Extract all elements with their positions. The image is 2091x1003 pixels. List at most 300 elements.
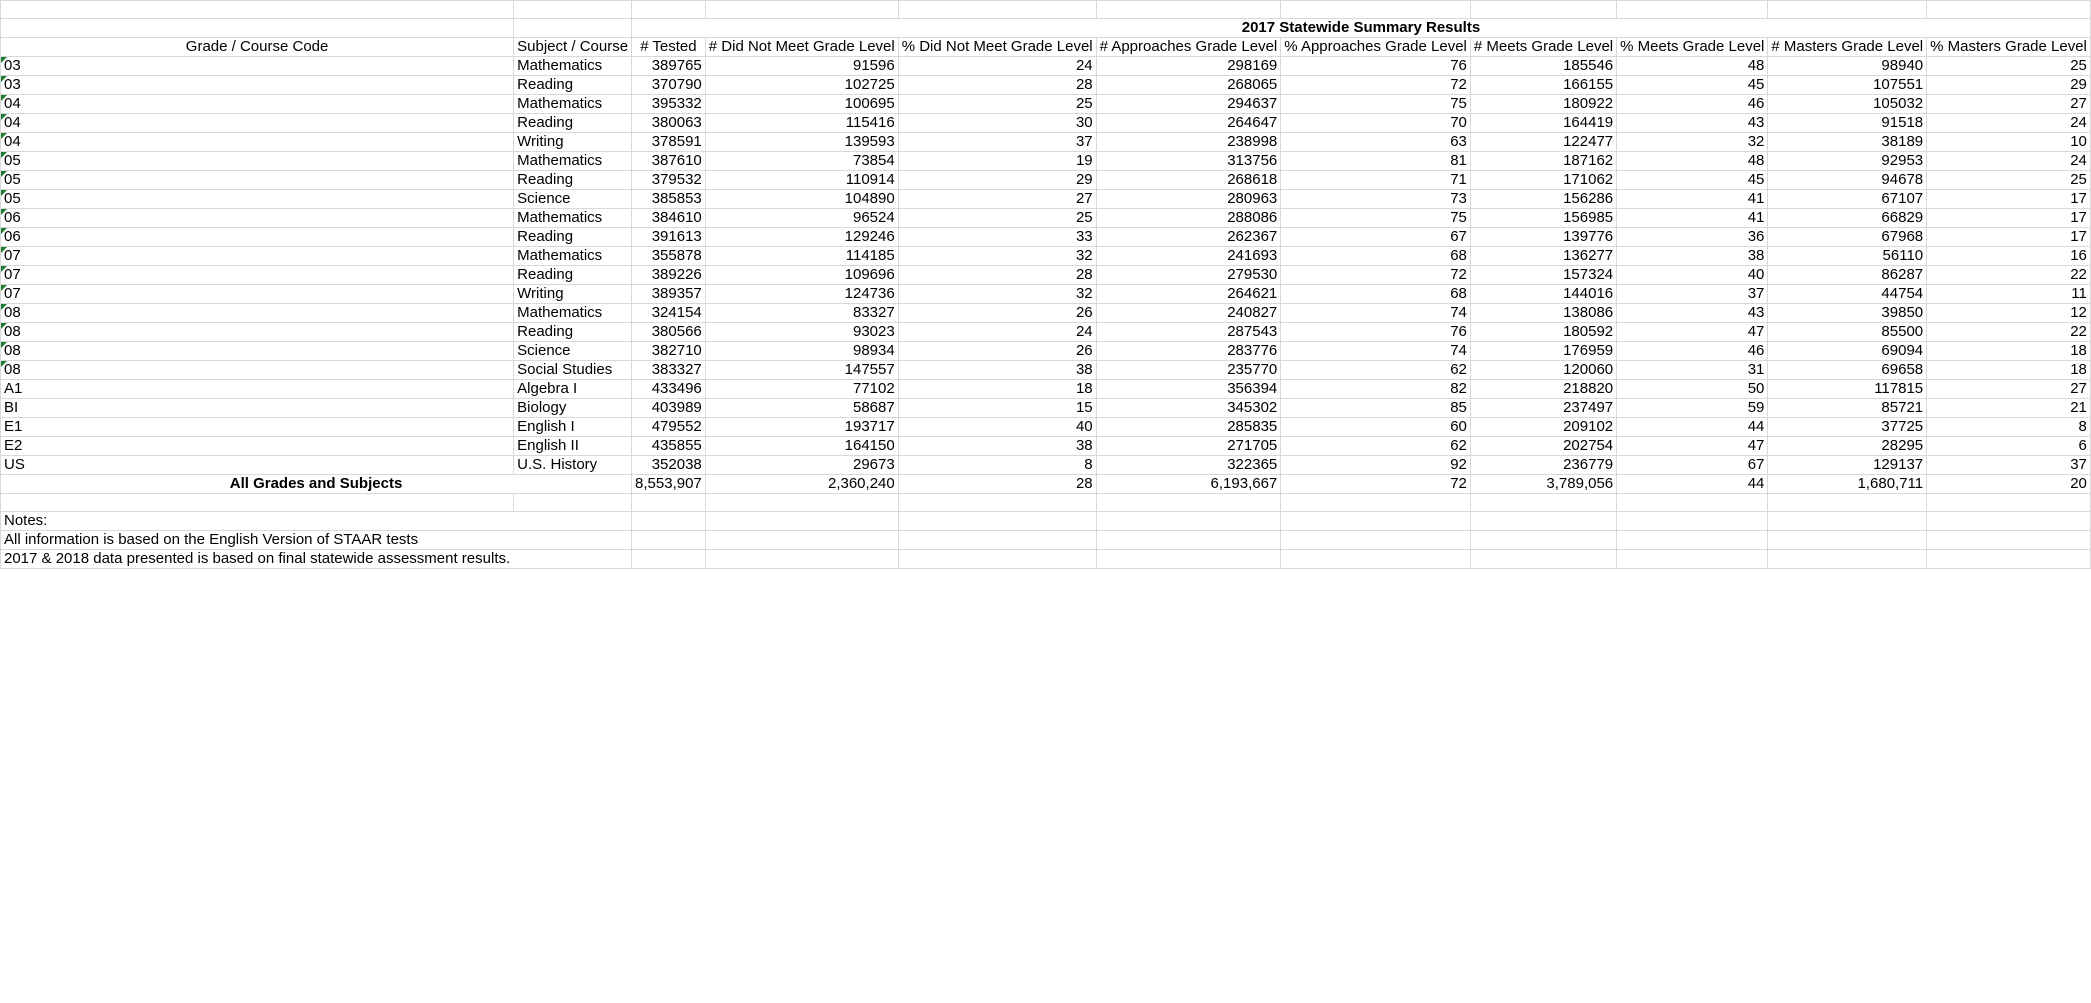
value-cell[interactable]: 82 <box>1281 380 1471 399</box>
grade-code-cell[interactable]: 03 <box>1 76 514 95</box>
cell[interactable] <box>1470 512 1616 531</box>
value-cell[interactable]: 202754 <box>1470 437 1616 456</box>
subject-cell[interactable]: Biology <box>514 399 632 418</box>
cell[interactable] <box>1096 550 1281 569</box>
header-grade-code[interactable]: Grade / Course Code <box>1 38 514 57</box>
value-cell[interactable]: 40 <box>898 418 1096 437</box>
cell[interactable] <box>1768 512 1927 531</box>
value-cell[interactable]: 380566 <box>632 323 706 342</box>
total-value-cell[interactable]: 20 <box>1927 475 2091 494</box>
value-cell[interactable]: 185546 <box>1470 57 1616 76</box>
value-cell[interactable]: 378591 <box>632 133 706 152</box>
value-cell[interactable]: 76 <box>1281 323 1471 342</box>
cell[interactable] <box>705 531 898 550</box>
value-cell[interactable]: 193717 <box>705 418 898 437</box>
value-cell[interactable]: 164150 <box>705 437 898 456</box>
value-cell[interactable]: 31 <box>1617 361 1768 380</box>
table-title[interactable]: 2017 Statewide Summary Results <box>632 19 2091 38</box>
value-cell[interactable]: 18 <box>898 380 1096 399</box>
value-cell[interactable]: 72 <box>1281 76 1471 95</box>
subject-cell[interactable]: Reading <box>514 114 632 133</box>
value-cell[interactable]: 44754 <box>1768 285 1927 304</box>
value-cell[interactable]: 22 <box>1927 266 2091 285</box>
value-cell[interactable]: 280963 <box>1096 190 1281 209</box>
value-cell[interactable]: 29 <box>1927 76 2091 95</box>
subject-cell[interactable]: Reading <box>514 76 632 95</box>
subject-cell[interactable]: Reading <box>514 266 632 285</box>
grade-code-cell[interactable]: 06 <box>1 209 514 228</box>
value-cell[interactable]: 32 <box>898 247 1096 266</box>
total-value-cell[interactable]: 6,193,667 <box>1096 475 1281 494</box>
value-cell[interactable]: 37725 <box>1768 418 1927 437</box>
cell[interactable] <box>1096 531 1281 550</box>
value-cell[interactable]: 379532 <box>632 171 706 190</box>
cell[interactable] <box>1617 550 1768 569</box>
value-cell[interactable]: 38 <box>898 437 1096 456</box>
value-cell[interactable]: 370790 <box>632 76 706 95</box>
value-cell[interactable]: 83327 <box>705 304 898 323</box>
value-cell[interactable]: 29 <box>898 171 1096 190</box>
value-cell[interactable]: 28 <box>898 76 1096 95</box>
value-cell[interactable]: 28 <box>898 266 1096 285</box>
value-cell[interactable]: 283776 <box>1096 342 1281 361</box>
value-cell[interactable]: 72 <box>1281 266 1471 285</box>
cell[interactable] <box>632 494 706 512</box>
value-cell[interactable]: 63 <box>1281 133 1471 152</box>
value-cell[interactable]: 262367 <box>1096 228 1281 247</box>
value-cell[interactable]: 240827 <box>1096 304 1281 323</box>
cell[interactable] <box>1 494 514 512</box>
total-value-cell[interactable]: 72 <box>1281 475 1471 494</box>
cell[interactable] <box>898 531 1096 550</box>
value-cell[interactable]: 85 <box>1281 399 1471 418</box>
value-cell[interactable]: 268618 <box>1096 171 1281 190</box>
value-cell[interactable]: 129246 <box>705 228 898 247</box>
value-cell[interactable]: 67 <box>1617 456 1768 475</box>
value-cell[interactable]: 139593 <box>705 133 898 152</box>
value-cell[interactable]: 209102 <box>1470 418 1616 437</box>
value-cell[interactable]: 144016 <box>1470 285 1616 304</box>
grade-code-cell[interactable]: 05 <box>1 171 514 190</box>
value-cell[interactable]: 383327 <box>632 361 706 380</box>
value-cell[interactable]: 166155 <box>1470 76 1616 95</box>
value-cell[interactable]: 391613 <box>632 228 706 247</box>
cell[interactable] <box>632 512 706 531</box>
value-cell[interactable]: 345302 <box>1096 399 1281 418</box>
subject-cell[interactable]: Mathematics <box>514 209 632 228</box>
grade-code-cell[interactable]: 05 <box>1 152 514 171</box>
value-cell[interactable]: 382710 <box>632 342 706 361</box>
value-cell[interactable]: 77102 <box>705 380 898 399</box>
value-cell[interactable]: 47 <box>1617 437 1768 456</box>
header-approaches-pct[interactable]: % Approaches Grade Level <box>1281 38 1471 57</box>
grade-code-cell[interactable]: 03 <box>1 57 514 76</box>
value-cell[interactable]: 139776 <box>1470 228 1616 247</box>
value-cell[interactable]: 110914 <box>705 171 898 190</box>
subject-cell[interactable]: Writing <box>514 133 632 152</box>
cell[interactable] <box>898 494 1096 512</box>
cell[interactable] <box>1281 550 1471 569</box>
value-cell[interactable]: 104890 <box>705 190 898 209</box>
value-cell[interactable]: 433496 <box>632 380 706 399</box>
value-cell[interactable]: 385853 <box>632 190 706 209</box>
cell[interactable] <box>705 512 898 531</box>
value-cell[interactable]: 50 <box>1617 380 1768 399</box>
value-cell[interactable]: 147557 <box>705 361 898 380</box>
header-meets-pct[interactable]: % Meets Grade Level <box>1617 38 1768 57</box>
value-cell[interactable]: 40 <box>1617 266 1768 285</box>
cell[interactable] <box>1617 494 1768 512</box>
value-cell[interactable]: 17 <box>1927 190 2091 209</box>
value-cell[interactable]: 69658 <box>1768 361 1927 380</box>
value-cell[interactable]: 389765 <box>632 57 706 76</box>
cell[interactable] <box>1470 494 1616 512</box>
value-cell[interactable]: 122477 <box>1470 133 1616 152</box>
value-cell[interactable]: 279530 <box>1096 266 1281 285</box>
value-cell[interactable]: 15 <box>898 399 1096 418</box>
cell[interactable] <box>632 1 706 19</box>
grade-code-cell[interactable]: US <box>1 456 514 475</box>
value-cell[interactable]: 109696 <box>705 266 898 285</box>
value-cell[interactable]: 18 <box>1927 361 2091 380</box>
value-cell[interactable]: 96524 <box>705 209 898 228</box>
cell[interactable] <box>1281 494 1471 512</box>
value-cell[interactable]: 129137 <box>1768 456 1927 475</box>
value-cell[interactable]: 479552 <box>632 418 706 437</box>
value-cell[interactable]: 271705 <box>1096 437 1281 456</box>
value-cell[interactable]: 157324 <box>1470 266 1616 285</box>
value-cell[interactable]: 98934 <box>705 342 898 361</box>
cell[interactable] <box>705 550 898 569</box>
value-cell[interactable]: 8 <box>1927 418 2091 437</box>
cell[interactable] <box>1768 531 1927 550</box>
subject-cell[interactable]: Social Studies <box>514 361 632 380</box>
value-cell[interactable]: 71 <box>1281 171 1471 190</box>
value-cell[interactable]: 91518 <box>1768 114 1927 133</box>
value-cell[interactable]: 120060 <box>1470 361 1616 380</box>
value-cell[interactable]: 156286 <box>1470 190 1616 209</box>
grade-code-cell[interactable]: E2 <box>1 437 514 456</box>
cell[interactable] <box>1617 1 1768 19</box>
value-cell[interactable]: 17 <box>1927 209 2091 228</box>
value-cell[interactable]: 68 <box>1281 247 1471 266</box>
value-cell[interactable]: 46 <box>1617 342 1768 361</box>
subject-cell[interactable]: Reading <box>514 323 632 342</box>
value-cell[interactable]: 176959 <box>1470 342 1616 361</box>
value-cell[interactable]: 58687 <box>705 399 898 418</box>
subject-cell[interactable]: Mathematics <box>514 304 632 323</box>
value-cell[interactable]: 68 <box>1281 285 1471 304</box>
cell[interactable] <box>1470 550 1616 569</box>
value-cell[interactable]: 27 <box>898 190 1096 209</box>
value-cell[interactable]: 236779 <box>1470 456 1616 475</box>
value-cell[interactable]: 93023 <box>705 323 898 342</box>
value-cell[interactable]: 48 <box>1617 152 1768 171</box>
value-cell[interactable]: 25 <box>1927 57 2091 76</box>
value-cell[interactable]: 75 <box>1281 95 1471 114</box>
value-cell[interactable]: 62 <box>1281 437 1471 456</box>
value-cell[interactable]: 19 <box>898 152 1096 171</box>
value-cell[interactable]: 124736 <box>705 285 898 304</box>
value-cell[interactable]: 288086 <box>1096 209 1281 228</box>
cell[interactable] <box>1 19 514 38</box>
value-cell[interactable]: 92 <box>1281 456 1471 475</box>
value-cell[interactable]: 92953 <box>1768 152 1927 171</box>
value-cell[interactable]: 73 <box>1281 190 1471 209</box>
value-cell[interactable]: 66829 <box>1768 209 1927 228</box>
subject-cell[interactable]: Mathematics <box>514 95 632 114</box>
cell[interactable] <box>898 550 1096 569</box>
grade-code-cell[interactable]: E1 <box>1 418 514 437</box>
cell[interactable] <box>1470 1 1616 19</box>
subject-cell[interactable]: Mathematics <box>514 57 632 76</box>
grade-code-cell[interactable]: 08 <box>1 304 514 323</box>
value-cell[interactable]: 62 <box>1281 361 1471 380</box>
subject-cell[interactable]: English II <box>514 437 632 456</box>
value-cell[interactable]: 45 <box>1617 76 1768 95</box>
value-cell[interactable]: 136277 <box>1470 247 1616 266</box>
value-cell[interactable]: 238998 <box>1096 133 1281 152</box>
grade-code-cell[interactable]: 04 <box>1 95 514 114</box>
value-cell[interactable]: 38 <box>1617 247 1768 266</box>
value-cell[interactable]: 218820 <box>1470 380 1616 399</box>
subject-cell[interactable]: Writing <box>514 285 632 304</box>
cell[interactable] <box>1617 512 1768 531</box>
grade-code-cell[interactable]: 08 <box>1 323 514 342</box>
cell[interactable] <box>1281 1 1471 19</box>
value-cell[interactable]: 268065 <box>1096 76 1281 95</box>
grade-code-cell[interactable]: 07 <box>1 247 514 266</box>
value-cell[interactable]: 12 <box>1927 304 2091 323</box>
value-cell[interactable]: 313756 <box>1096 152 1281 171</box>
value-cell[interactable]: 352038 <box>632 456 706 475</box>
value-cell[interactable]: 138086 <box>1470 304 1616 323</box>
value-cell[interactable]: 387610 <box>632 152 706 171</box>
value-cell[interactable]: 26 <box>898 304 1096 323</box>
cell[interactable] <box>1470 531 1616 550</box>
total-value-cell[interactable]: 28 <box>898 475 1096 494</box>
cell[interactable] <box>1927 512 2091 531</box>
value-cell[interactable]: 26 <box>898 342 1096 361</box>
grade-code-cell[interactable]: 05 <box>1 190 514 209</box>
cell[interactable] <box>1096 1 1281 19</box>
value-cell[interactable]: 24 <box>1927 114 2091 133</box>
value-cell[interactable]: 294637 <box>1096 95 1281 114</box>
value-cell[interactable]: 28295 <box>1768 437 1927 456</box>
value-cell[interactable]: 56110 <box>1768 247 1927 266</box>
value-cell[interactable]: 74 <box>1281 342 1471 361</box>
value-cell[interactable]: 180922 <box>1470 95 1616 114</box>
value-cell[interactable]: 37 <box>1617 285 1768 304</box>
value-cell[interactable]: 98940 <box>1768 57 1927 76</box>
value-cell[interactable]: 37 <box>1927 456 2091 475</box>
value-cell[interactable]: 10 <box>1927 133 2091 152</box>
cell[interactable] <box>632 531 706 550</box>
total-value-cell[interactable]: 8,553,907 <box>632 475 706 494</box>
cell[interactable] <box>1617 531 1768 550</box>
cell[interactable] <box>514 512 632 531</box>
header-masters-count[interactable]: # Masters Grade Level <box>1768 38 1927 57</box>
value-cell[interactable]: 384610 <box>632 209 706 228</box>
value-cell[interactable]: 24 <box>898 323 1096 342</box>
value-cell[interactable]: 41 <box>1617 190 1768 209</box>
value-cell[interactable]: 285835 <box>1096 418 1281 437</box>
value-cell[interactable]: 16 <box>1927 247 2091 266</box>
subject-cell[interactable]: Mathematics <box>514 152 632 171</box>
value-cell[interactable]: 73854 <box>705 152 898 171</box>
value-cell[interactable]: 44 <box>1617 418 1768 437</box>
value-cell[interactable]: 287543 <box>1096 323 1281 342</box>
value-cell[interactable]: 70 <box>1281 114 1471 133</box>
value-cell[interactable]: 48 <box>1617 57 1768 76</box>
value-cell[interactable]: 18 <box>1927 342 2091 361</box>
value-cell[interactable]: 322365 <box>1096 456 1281 475</box>
cell[interactable] <box>898 512 1096 531</box>
value-cell[interactable]: 74 <box>1281 304 1471 323</box>
header-did-not-meet-pct[interactable]: % Did Not Meet Grade Level <box>898 38 1096 57</box>
value-cell[interactable]: 298169 <box>1096 57 1281 76</box>
subject-cell[interactable]: U.S. History <box>514 456 632 475</box>
value-cell[interactable]: 389357 <box>632 285 706 304</box>
cell[interactable] <box>705 494 898 512</box>
value-cell[interactable]: 395332 <box>632 95 706 114</box>
value-cell[interactable]: 187162 <box>1470 152 1616 171</box>
cell[interactable] <box>1096 494 1281 512</box>
value-cell[interactable]: 76 <box>1281 57 1471 76</box>
value-cell[interactable]: 114185 <box>705 247 898 266</box>
cell[interactable] <box>898 1 1096 19</box>
note-text[interactable]: 2017 & 2018 data presented is based on final statewide assessment results. <box>1 550 514 569</box>
subject-cell[interactable]: English I <box>514 418 632 437</box>
cell[interactable] <box>1927 494 2091 512</box>
value-cell[interactable]: 105032 <box>1768 95 1927 114</box>
value-cell[interactable]: 164419 <box>1470 114 1616 133</box>
cell[interactable] <box>1281 531 1471 550</box>
value-cell[interactable]: 32 <box>1617 133 1768 152</box>
value-cell[interactable]: 67107 <box>1768 190 1927 209</box>
value-cell[interactable]: 102725 <box>705 76 898 95</box>
value-cell[interactable]: 241693 <box>1096 247 1281 266</box>
grade-code-cell[interactable]: BI <box>1 399 514 418</box>
header-tested[interactable]: # Tested <box>632 38 706 57</box>
value-cell[interactable]: 43 <box>1617 304 1768 323</box>
value-cell[interactable]: 25 <box>898 209 1096 228</box>
header-masters-pct[interactable]: % Masters Grade Level <box>1927 38 2091 57</box>
value-cell[interactable]: 264621 <box>1096 285 1281 304</box>
value-cell[interactable]: 36 <box>1617 228 1768 247</box>
value-cell[interactable]: 171062 <box>1470 171 1616 190</box>
total-value-cell[interactable]: 44 <box>1617 475 1768 494</box>
value-cell[interactable]: 235770 <box>1096 361 1281 380</box>
value-cell[interactable]: 21 <box>1927 399 2091 418</box>
value-cell[interactable]: 47 <box>1617 323 1768 342</box>
value-cell[interactable]: 356394 <box>1096 380 1281 399</box>
header-meets-count[interactable]: # Meets Grade Level <box>1470 38 1616 57</box>
value-cell[interactable]: 380063 <box>632 114 706 133</box>
value-cell[interactable]: 22 <box>1927 323 2091 342</box>
value-cell[interactable]: 59 <box>1617 399 1768 418</box>
value-cell[interactable]: 85721 <box>1768 399 1927 418</box>
cell[interactable] <box>1096 512 1281 531</box>
value-cell[interactable]: 25 <box>1927 171 2091 190</box>
value-cell[interactable]: 45 <box>1617 171 1768 190</box>
value-cell[interactable]: 81 <box>1281 152 1471 171</box>
value-cell[interactable]: 180592 <box>1470 323 1616 342</box>
subject-cell[interactable]: Reading <box>514 228 632 247</box>
value-cell[interactable]: 32 <box>898 285 1096 304</box>
total-value-cell[interactable]: 2,360,240 <box>705 475 898 494</box>
note-text[interactable]: All information is based on the English Version of STAAR tests <box>1 531 514 550</box>
grade-code-cell[interactable]: 06 <box>1 228 514 247</box>
header-subject[interactable]: Subject / Course <box>514 38 632 57</box>
value-cell[interactable]: 8 <box>898 456 1096 475</box>
cell[interactable] <box>514 19 632 38</box>
value-cell[interactable]: 237497 <box>1470 399 1616 418</box>
subject-cell[interactable]: Mathematics <box>514 247 632 266</box>
cell[interactable] <box>1768 494 1927 512</box>
value-cell[interactable]: 46 <box>1617 95 1768 114</box>
value-cell[interactable]: 389226 <box>632 266 706 285</box>
cell[interactable] <box>514 494 632 512</box>
value-cell[interactable]: 435855 <box>632 437 706 456</box>
cell[interactable] <box>514 531 632 550</box>
value-cell[interactable]: 30 <box>898 114 1096 133</box>
cell[interactable] <box>514 1 632 19</box>
value-cell[interactable]: 11 <box>1927 285 2091 304</box>
cell[interactable] <box>1768 1 1927 19</box>
cell[interactable] <box>1927 1 2091 19</box>
value-cell[interactable]: 6 <box>1927 437 2091 456</box>
cell[interactable] <box>514 550 632 569</box>
value-cell[interactable]: 24 <box>898 57 1096 76</box>
value-cell[interactable]: 85500 <box>1768 323 1927 342</box>
grade-code-cell[interactable]: 08 <box>1 361 514 380</box>
subject-cell[interactable]: Algebra I <box>514 380 632 399</box>
value-cell[interactable]: 25 <box>898 95 1096 114</box>
cell[interactable] <box>1927 531 2091 550</box>
grade-code-cell[interactable]: 07 <box>1 285 514 304</box>
cell[interactable] <box>1927 550 2091 569</box>
header-approaches-count[interactable]: # Approaches Grade Level <box>1096 38 1281 57</box>
value-cell[interactable]: 24 <box>1927 152 2091 171</box>
subject-cell[interactable]: Reading <box>514 171 632 190</box>
value-cell[interactable]: 38 <box>898 361 1096 380</box>
grade-code-cell[interactable]: 07 <box>1 266 514 285</box>
value-cell[interactable]: 156985 <box>1470 209 1616 228</box>
value-cell[interactable]: 17 <box>1927 228 2091 247</box>
total-label[interactable]: All Grades and Subjects <box>1 475 632 494</box>
value-cell[interactable]: 69094 <box>1768 342 1927 361</box>
value-cell[interactable]: 27 <box>1927 95 2091 114</box>
value-cell[interactable]: 37 <box>898 133 1096 152</box>
value-cell[interactable]: 41 <box>1617 209 1768 228</box>
value-cell[interactable]: 75 <box>1281 209 1471 228</box>
value-cell[interactable]: 403989 <box>632 399 706 418</box>
value-cell[interactable]: 264647 <box>1096 114 1281 133</box>
cell[interactable] <box>1 1 514 19</box>
grade-code-cell[interactable]: 04 <box>1 133 514 152</box>
value-cell[interactable]: 38189 <box>1768 133 1927 152</box>
value-cell[interactable]: 86287 <box>1768 266 1927 285</box>
cell[interactable] <box>1768 550 1927 569</box>
subject-cell[interactable]: Science <box>514 342 632 361</box>
value-cell[interactable]: 91596 <box>705 57 898 76</box>
total-value-cell[interactable]: 3,789,056 <box>1470 475 1616 494</box>
value-cell[interactable]: 115416 <box>705 114 898 133</box>
value-cell[interactable]: 67 <box>1281 228 1471 247</box>
grade-code-cell[interactable]: A1 <box>1 380 514 399</box>
grade-code-cell[interactable]: 04 <box>1 114 514 133</box>
